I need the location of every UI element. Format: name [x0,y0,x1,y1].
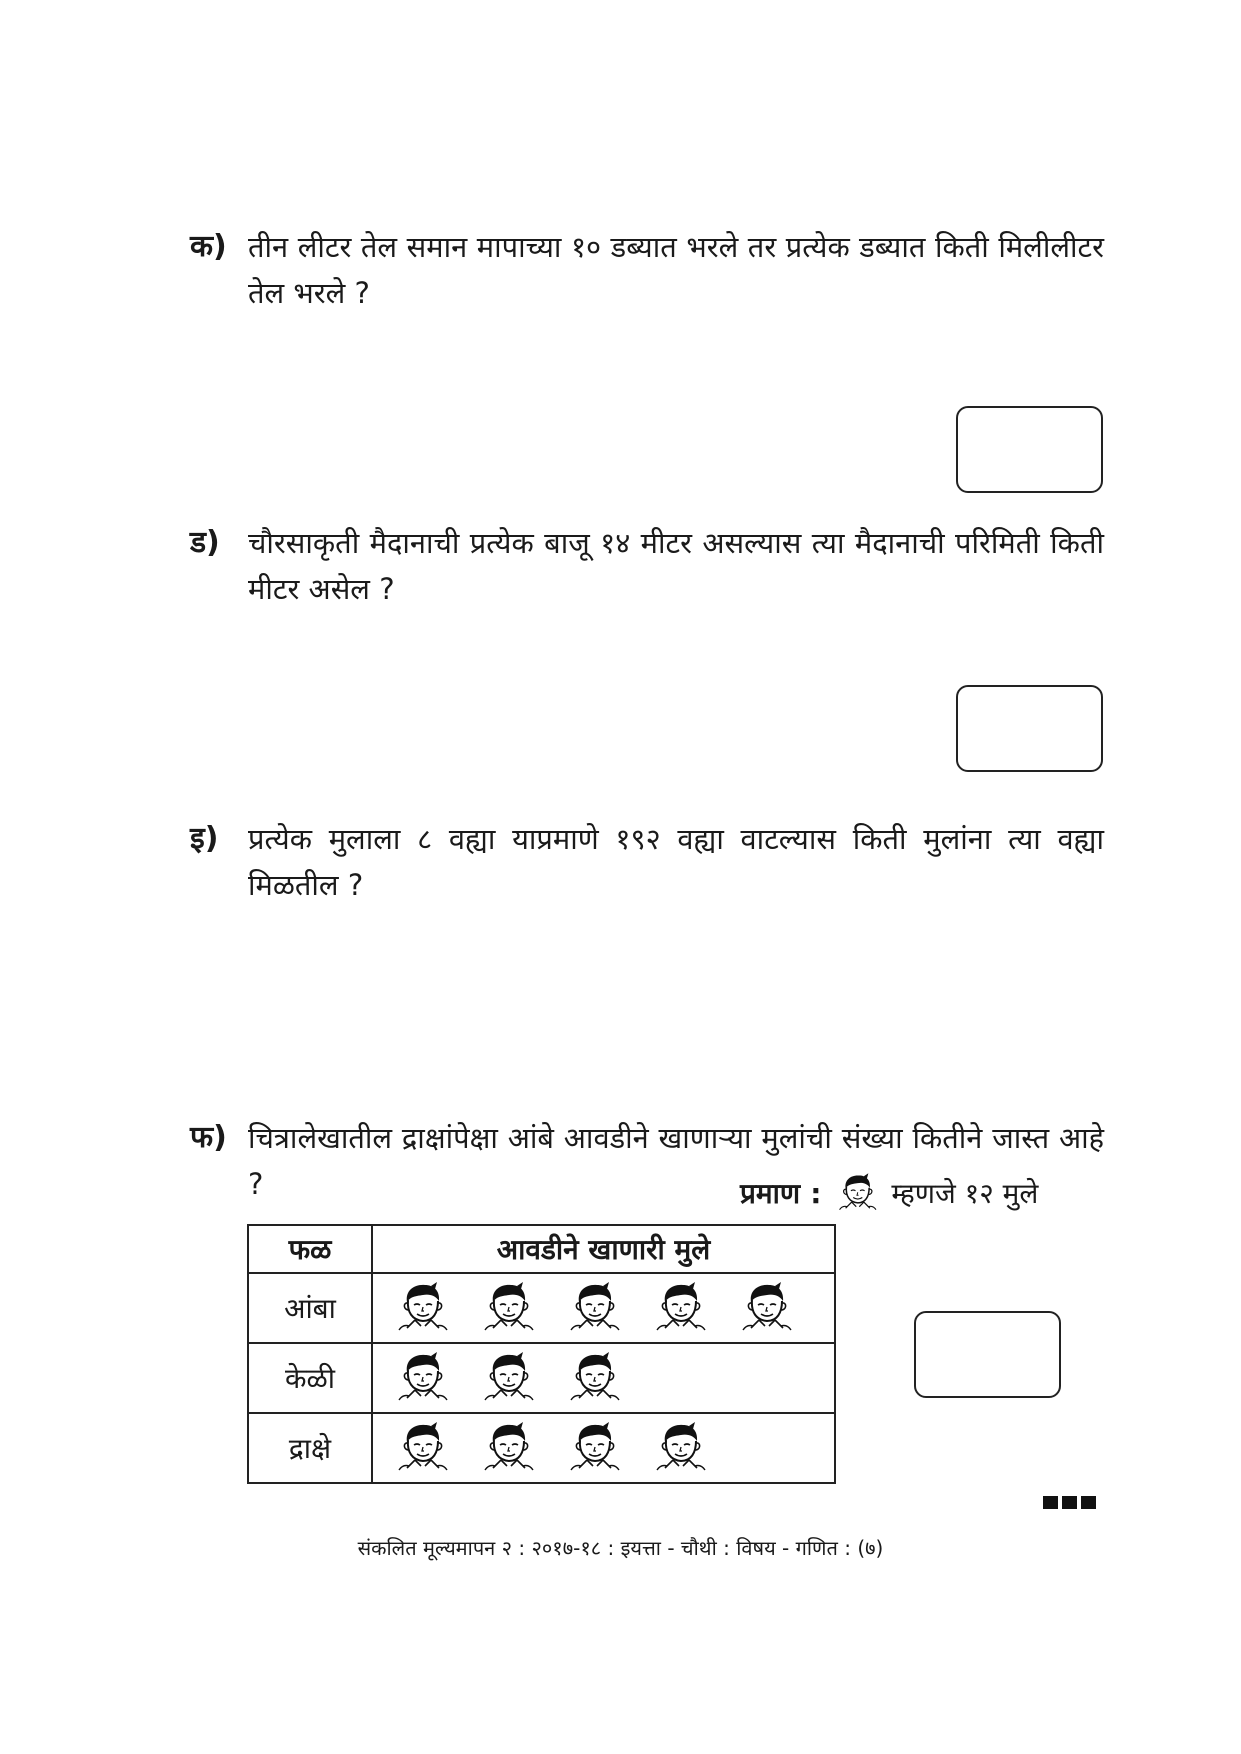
boy-face-icon [479,1280,537,1336]
end-of-page-mark [1043,1496,1096,1509]
boy-face-icon [565,1350,623,1406]
scale-label: प्रमाण [740,1177,801,1210]
table-row [248,1413,835,1483]
icons-cell [372,1413,835,1483]
boy-face-icon [565,1280,623,1336]
answer-box-f[interactable] [914,1311,1061,1398]
question-d-text: चौरसाकृती मैदानाची प्रत्येक बाजू १४ मीटर असल्यास त्या मैदानाची परिमिती किती मीटर असेल ? [248,526,1104,606]
boy-face-icon [737,1280,795,1336]
table-header-row [248,1225,835,1273]
table-row [248,1273,835,1343]
question-i-text: प्रत्येक मुलाला ८ वह्या याप्रमाणे १९२ वह्या वाटल्यास किती मुलांना त्या वह्या मिळतील ? [248,822,1104,902]
scale-colon: : [810,1176,822,1210]
question-k-label: क) [190,229,227,264]
boy-face-icon [393,1350,451,1406]
answer-box-d[interactable] [956,685,1103,772]
fruit-cell: केळी [248,1343,372,1413]
boy-face-icon [393,1420,451,1476]
question-f-label: फ) [190,1120,227,1155]
question-k-text: तीन लीटर तेल समान मापाच्या १० डब्यात भरले तर प्रत्येक डब्यात किती मिलीलीटर तेल भरले ? [248,230,1104,310]
table-row [248,1343,835,1413]
question-f-text: चित्रालेखातील द्राक्षांपेक्षा आंबे आवडीने खाणाऱ्या मुलांची संख्या कितीने जास्त आहे ? [248,1121,1104,1201]
boy-face-icon [479,1350,537,1406]
answer-box-k[interactable] [956,406,1103,493]
icons-cell [372,1273,835,1343]
page-footer: संकलित मूल्यमापन २ : २०१७-१८ : इयत्ता - चौथी : विषय - गणित : (७) [357,1536,884,1560]
boy-face-icon [651,1280,709,1336]
fruit-cell: आंबा [248,1273,372,1343]
pictograph-table [247,1224,836,1484]
boy-face-icon [835,1171,879,1215]
boy-face-icon [651,1420,709,1476]
header-fruit: फळ [248,1225,372,1273]
header-children: आवडीने खाणारी मुले [372,1225,835,1273]
boy-face-icon [479,1420,537,1476]
icons-cell [372,1343,835,1413]
question-d-label: ड) [190,525,220,560]
pictograph-scale [740,1165,1038,1221]
boy-face-icon [393,1280,451,1336]
fruit-cell: द्राक्षे [248,1413,372,1483]
question-i-label: इ) [190,821,219,856]
scale-text: म्हणजे १२ मुले [891,1177,1039,1210]
boy-face-icon [565,1420,623,1476]
